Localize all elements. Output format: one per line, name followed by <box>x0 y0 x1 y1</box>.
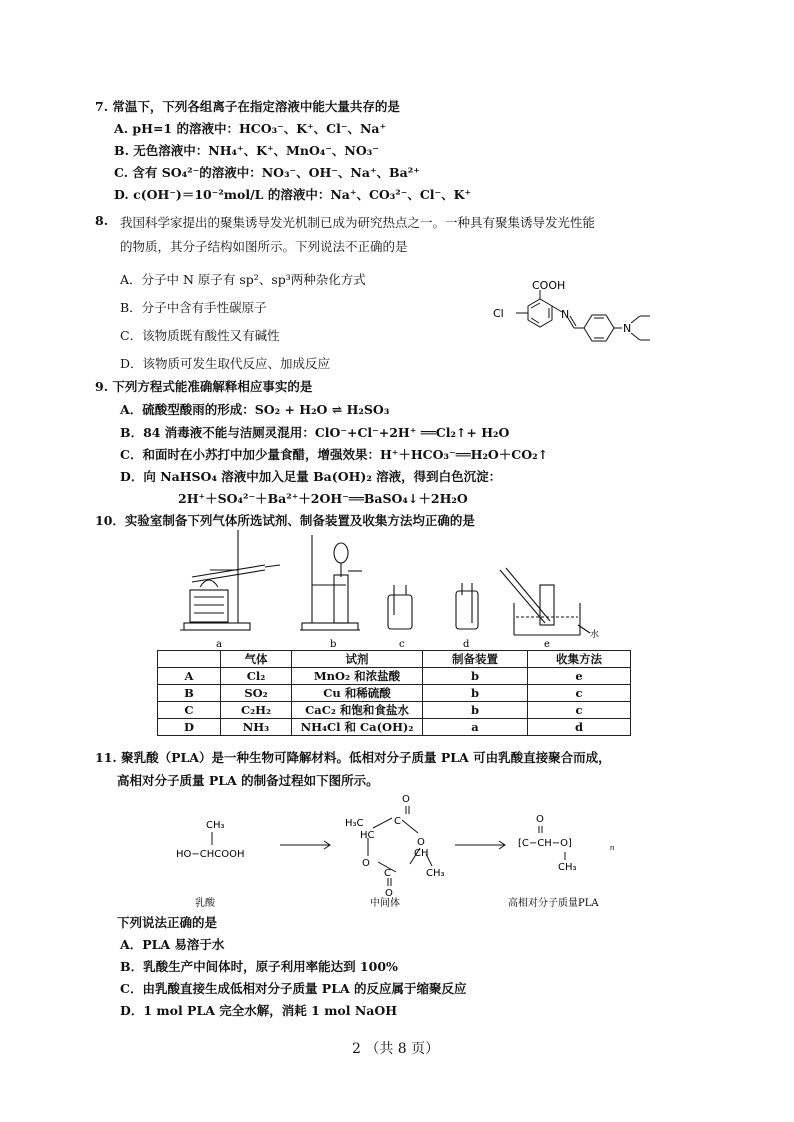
q8-fig-cooh: COOH <box>532 279 566 292</box>
q9-option-b: B．84 消毒液不能与洁厕灵混用：ClO⁻+Cl⁻+2H⁺ ══Cl₂↑+ H₂O <box>120 425 510 440</box>
lactic-ch3: CH₃ <box>206 820 225 831</box>
table-cell: SO₂ <box>221 685 292 702</box>
apparatus-label-c: c <box>399 639 405 650</box>
q11-stem-line2: 高相对分子质量 PLA 的制备过程如下图所示。 <box>117 773 379 788</box>
inter-ch: CH <box>414 848 429 859</box>
inter-o3: O <box>362 858 370 869</box>
q8-option-c: C．该物质既有酸性又有碱性 <box>120 328 280 343</box>
q8-stem-line2: 的物质，其分子结构如图所示。下列说法不正确的是 <box>120 239 408 254</box>
apparatus-label-d: d <box>463 639 470 650</box>
apparatus-water-label: 水 <box>590 630 600 640</box>
table-header <box>158 651 221 668</box>
q9-option-c: C．和面时在小苏打中加少量食醋，增强效果：H⁺＋HCO₃⁻══H₂O＋CO₂↑ <box>120 447 549 462</box>
table-cell: a <box>423 719 528 736</box>
table-row <box>158 668 631 685</box>
q9-option-d-line2: 2H⁺＋SO₄²⁻＋Ba²⁺＋2OH⁻══BaSO₄↓＋2H₂O <box>178 491 468 506</box>
table-cell: b <box>423 702 528 719</box>
q8-option-b: B．分子中含有手性碳原子 <box>120 300 267 315</box>
table-header: 制备装置 <box>423 651 528 668</box>
table-header: 气体 <box>221 651 292 668</box>
q8-fig-cl: Cl <box>493 307 504 320</box>
q11-option-d: D．1 mol PLA 完全水解，消耗 1 mol NaOH <box>120 1003 398 1018</box>
pla-label: 高相对分子质量PLA <box>508 898 599 909</box>
q11-option-c: C．由乳酸直接生成低相对分子质量 PLA 的反应属于缩聚反应 <box>120 981 467 996</box>
apparatus-label-b: b <box>330 639 337 650</box>
pla-n: n <box>610 844 615 852</box>
q10-table <box>157 650 631 736</box>
pla-ch3: CH₃ <box>558 862 577 873</box>
table-row <box>158 685 631 702</box>
inter-o1: O <box>402 794 410 805</box>
inter-label: 中间体 <box>370 898 400 909</box>
q8-number: 8. <box>95 213 109 228</box>
inter-hc: HC <box>360 830 375 841</box>
q8-molecule-structure <box>488 278 658 358</box>
table-cell: B <box>158 685 221 702</box>
q11-stem-line1: 11. 聚乳酸（PLA）是一种生物可降解材料。低相对分子质量 PLA 可由乳酸直接聚合而成， <box>95 750 611 765</box>
q10-apparatus-figure <box>170 525 610 650</box>
q7-option-c: C. 含有 SO₄²⁻的溶液中：NO₃⁻、OH⁻、Na⁺、Ba²⁺ <box>114 165 420 180</box>
q11-option-b: B．乳酸生产中间体时，原子利用率能达到 100% <box>120 959 398 974</box>
pla-o: O <box>536 814 544 825</box>
page-number-footer: 2 （共 8 页） <box>352 1041 440 1057</box>
table-cell: c <box>528 702 631 719</box>
inter-o2: O <box>417 837 425 848</box>
lactic-label: 乳酸 <box>195 898 215 909</box>
apparatus-label-e: e <box>544 639 550 650</box>
table-cell: b <box>423 685 528 702</box>
inter-ch3: CH₃ <box>426 868 445 879</box>
inter-c2: C <box>384 868 391 879</box>
q8-stem-line1: 我国科学家提出的聚集诱导发光机制已成为研究热点之一。一种具有聚集诱导发光性能 <box>120 215 596 230</box>
table-cell: Cl₂ <box>221 668 292 685</box>
q11-option-a: A．PLA 易溶于水 <box>120 937 225 952</box>
table-header-row <box>158 651 631 668</box>
table-cell: D <box>158 719 221 736</box>
table-row <box>158 719 631 736</box>
lactic-formula: HO−CHCOOH <box>176 849 245 860</box>
table-cell: NH₄Cl 和 Ca(OH)₂ <box>292 719 423 736</box>
q7-option-b: B. 无色溶液中：NH₄⁺、K⁺、MnO₄⁻、NO₃⁻ <box>114 143 379 158</box>
table-cell: MnO₂ 和浓盐酸 <box>292 668 423 685</box>
table-cell: C₂H₂ <box>221 702 292 719</box>
table-cell: A <box>158 668 221 685</box>
table-cell: b <box>423 668 528 685</box>
q11-question: 下列说法正确的是 <box>117 915 218 930</box>
table-row <box>158 702 631 719</box>
q8-option-a: A．分子中 N 原子有 sp²、sp³两种杂化方式 <box>120 272 366 287</box>
table-cell: NH₃ <box>221 719 292 736</box>
q7-option-d: D. c(OH⁻)＝10⁻²mol/L 的溶液中：Na⁺、CO₃²⁻、Cl⁻、K⁺ <box>114 187 472 202</box>
q7-stem: 7. 常温下，下列各组离子在指定溶液中能大量共存的是 <box>95 99 400 114</box>
table-cell: e <box>528 668 631 685</box>
inter-c1: C <box>394 816 401 827</box>
q11-reaction-figure <box>170 790 630 915</box>
q7-option-a: A. pH=1 的溶液中：HCO₃⁻、K⁺、Cl⁻、Na⁺ <box>114 121 387 136</box>
q9-stem: 9. 下列方程式能准确解释相应事实的是 <box>95 379 313 394</box>
table-cell: CaC₂ 和饱和食盐水 <box>292 702 423 719</box>
table-header: 收集方法 <box>528 651 631 668</box>
table-cell: d <box>528 719 631 736</box>
pla-chain: [C−CH−O] <box>518 838 572 849</box>
q8-option-d: D．该物质可发生取代反应、加成反应 <box>120 356 331 371</box>
inter-h3c: H₃C <box>345 818 364 829</box>
q8-fig-n2: N <box>623 322 632 335</box>
inter-o4: O <box>385 888 393 899</box>
table-cell: C <box>158 702 221 719</box>
q9-option-a: A．硫酸型酸雨的形成：SO₂ + H₂O ⇌ H₂SO₃ <box>120 402 390 417</box>
q10-stem: 10．实验室制备下列气体所选试剂、制备装置及收集方法均正确的是 <box>95 513 475 528</box>
table-cell: c <box>528 685 631 702</box>
q9-option-d-line1: D．向 NaHSO₄ 溶液中加入足量 Ba(OH)₂ 溶液，得到白色沉淀： <box>120 469 502 484</box>
table-cell: Cu 和稀硫酸 <box>292 685 423 702</box>
apparatus-label-a: a <box>216 639 222 650</box>
q8-fig-n1: N <box>561 308 570 321</box>
table-header: 试剂 <box>292 651 423 668</box>
